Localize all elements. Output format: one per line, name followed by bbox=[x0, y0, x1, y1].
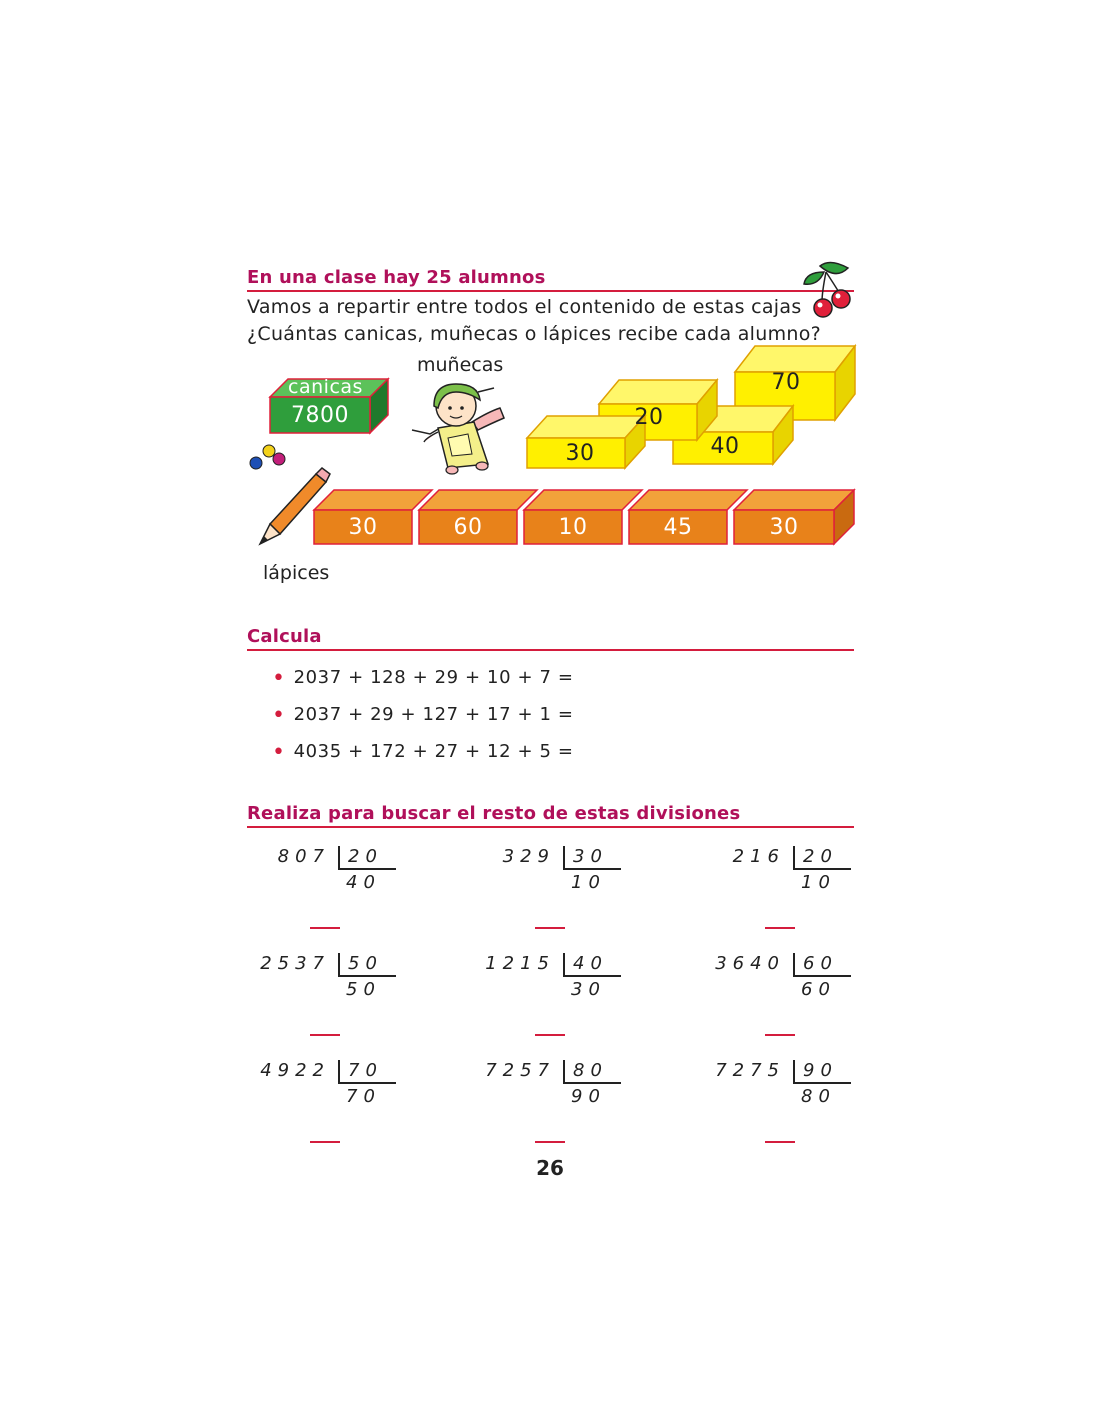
lapices-label: lápices bbox=[263, 562, 330, 584]
division-exercise bbox=[485, 953, 655, 1063]
cherries-icon bbox=[800, 258, 860, 320]
muneca-box-value-2: 20 bbox=[634, 405, 664, 430]
section-heading-alumnos: En una clase hay 25 alumnos bbox=[247, 267, 854, 292]
division-exercise bbox=[715, 953, 885, 1063]
division-dividend: 1215 bbox=[485, 953, 555, 974]
instruction-line-1: Vamos a repartir entre todos el contenido de estas cajas bbox=[247, 296, 802, 318]
division-dividend: 807 bbox=[277, 846, 330, 867]
remainder-blank[interactable] bbox=[535, 1034, 565, 1036]
division-exercise bbox=[485, 1060, 655, 1170]
division-exercise bbox=[725, 846, 885, 956]
division-exercise bbox=[270, 846, 430, 956]
remainder-blank[interactable] bbox=[310, 1034, 340, 1036]
division-dividend: 7257 bbox=[485, 1060, 555, 1081]
division-divisor: 70 bbox=[338, 1060, 396, 1084]
division-exercise bbox=[715, 1060, 885, 1170]
division-divisor: 20 bbox=[338, 846, 396, 870]
remainder-blank[interactable] bbox=[765, 1141, 795, 1143]
sum-item-3 bbox=[272, 740, 574, 765]
bullet-icon: • bbox=[272, 666, 286, 691]
lapices-box-value-3: 10 bbox=[558, 515, 588, 540]
sum-expression: 2037 + 128 + 29 + 10 + 7 = bbox=[293, 667, 574, 688]
division-dividend: 216 bbox=[732, 846, 785, 867]
division-quotient: 50 bbox=[346, 979, 381, 1000]
division-quotient: 30 bbox=[571, 979, 606, 1000]
division-divisor: 30 bbox=[563, 846, 621, 870]
division-dividend: 4922 bbox=[260, 1060, 330, 1081]
remainder-blank[interactable] bbox=[310, 927, 340, 929]
muneca-box-value-3: 40 bbox=[710, 434, 740, 459]
division-divisor: 80 bbox=[563, 1060, 621, 1084]
division-exercise bbox=[495, 846, 655, 956]
division-divisor: 40 bbox=[563, 953, 621, 977]
bullet-icon: • bbox=[272, 703, 286, 728]
bullet-icon: • bbox=[272, 740, 286, 765]
division-quotient: 10 bbox=[801, 872, 836, 893]
lapices-box-value-2: 60 bbox=[453, 515, 483, 540]
division-quotient: 80 bbox=[801, 1086, 836, 1107]
munecas-label: muñecas bbox=[417, 354, 504, 376]
sum-expression: 4035 + 172 + 27 + 12 + 5 = bbox=[293, 741, 574, 762]
sum-expression: 2037 + 29 + 127 + 17 + 1 = bbox=[293, 704, 574, 725]
division-quotient: 10 bbox=[571, 872, 606, 893]
lapices-box-value-1: 30 bbox=[348, 515, 378, 540]
canicas-value: 7800 bbox=[291, 403, 349, 428]
division-dividend: 3640 bbox=[715, 953, 785, 974]
muneca-box-value-4: 70 bbox=[771, 370, 801, 395]
section-heading-divisiones: Realiza para buscar el resto de estas divisiones bbox=[247, 803, 854, 828]
division-divisor: 90 bbox=[793, 1060, 851, 1084]
instruction-line-2: ¿Cuántas canicas, muñecas o lápices recibe cada alumno? bbox=[247, 323, 822, 345]
sum-item-2 bbox=[272, 703, 574, 728]
doll-icon bbox=[408, 378, 508, 476]
remainder-blank[interactable] bbox=[310, 1141, 340, 1143]
division-exercise bbox=[260, 1060, 430, 1170]
division-quotient: 70 bbox=[346, 1086, 381, 1107]
remainder-blank[interactable] bbox=[535, 927, 565, 929]
division-dividend: 7275 bbox=[715, 1060, 785, 1081]
division-quotient: 40 bbox=[346, 872, 381, 893]
division-divisor: 60 bbox=[793, 953, 851, 977]
canicas-label: canicas bbox=[288, 376, 363, 398]
sum-item-1 bbox=[272, 666, 574, 691]
section-heading-calcula: Calcula bbox=[247, 626, 854, 651]
page-number: 26 bbox=[536, 1156, 564, 1180]
remainder-blank[interactable] bbox=[765, 1034, 795, 1036]
division-dividend: 2537 bbox=[260, 953, 330, 974]
division-exercise bbox=[260, 953, 430, 1063]
division-dividend: 329 bbox=[502, 846, 555, 867]
lapices-box-value-4: 45 bbox=[663, 515, 693, 540]
division-divisor: 50 bbox=[338, 953, 396, 977]
remainder-blank[interactable] bbox=[535, 1141, 565, 1143]
division-quotient: 60 bbox=[801, 979, 836, 1000]
remainder-blank[interactable] bbox=[765, 927, 795, 929]
lapices-box-value-5: 30 bbox=[769, 515, 799, 540]
division-divisor: 20 bbox=[793, 846, 851, 870]
muneca-box-value-1: 30 bbox=[565, 441, 595, 466]
division-quotient: 90 bbox=[571, 1086, 606, 1107]
